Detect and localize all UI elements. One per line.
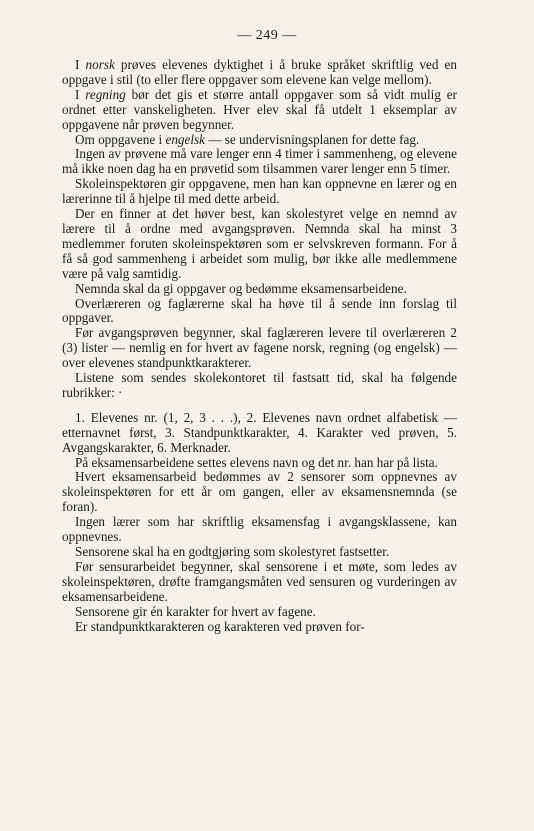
- text-run: Før sensurarbeidet begynner, skal sensorene i et møte, som ledes av skoleinspektøren, drøfte framgangsmåten ved sensuren og vurderingen av eksamensarbeidene.: [62, 558, 457, 604]
- text-run: — se undervisningsplanen for dette fag.: [205, 131, 420, 147]
- paragraph: [62, 620, 457, 635]
- text-run: Er standpunktkarakteren og karakteren ved prøven for-: [75, 618, 365, 634]
- page-number: — 249 —: [237, 28, 297, 43]
- paragraph: [62, 470, 457, 515]
- paragraph: [62, 545, 457, 560]
- paragraph: [62, 58, 457, 88]
- paragraph: [62, 515, 457, 545]
- paragraph: [62, 88, 457, 133]
- paragraph: [62, 411, 457, 456]
- paragraph: [62, 605, 457, 620]
- text-run: Sensorene gir én karakter for hvert av fagene.: [75, 603, 316, 619]
- emphasized-term: regning: [85, 86, 126, 102]
- body-text: [62, 58, 457, 634]
- text-run: prøves elevenes dyktighet i å bruke språket skriftlig ved en oppgave i stil (to eller flere oppgaver som elevene kan velge mellom).: [62, 57, 457, 87]
- text-run: Nemnda skal da gi oppgaver og bedømme eksamensarbeidene.: [75, 280, 407, 296]
- paragraph: [62, 133, 457, 148]
- text-run: Sensorene skal ha en godtgjøring som skolestyret fastsetter.: [75, 544, 390, 559]
- paragraph: [62, 326, 457, 371]
- text-run: Listene som sendes skolekontoret til fastsatt tid, skal ha følgende rubrikker: ·: [62, 370, 457, 400]
- text-run: Overlæreren og faglærerne skal ha høve til å sende inn forslag til oppgaver.: [62, 295, 457, 326]
- text-run: Om oppgavene i: [75, 131, 166, 147]
- text-run: 1. Elevenes nr. (1, 2, 3 . . .), 2. Elevenes navn ordnet alfabetisk — etternavnet først, 3. Standpunktkarakter, 4. Karakter ved prøven, 5. Avgangskarakter, 6. Merknader.: [62, 409, 457, 455]
- text-run: I: [75, 86, 86, 102]
- emphasized-term: engelsk: [165, 131, 206, 147]
- text-run: Før avgangsprøven begynner, skal faglæreren levere til overlæreren 2 (3) lister — nemlig en for hvert av fagene norsk, regning (og engelsk) — over elevenes standpunktkarakterer.: [62, 325, 457, 371]
- text-run: Ingen av prøvene må vare lenger enn 4 timer i sammenheng, og elevene må ikke noen dag ha en prøvetid som tilsammen varer lenger enn 5 timer.: [62, 146, 457, 177]
- emphasized-term: norsk: [85, 57, 115, 72]
- paragraph: [62, 177, 457, 207]
- text-run: Hvert eksamensarbeid bedømmes av 2 sensorer som oppnevnes av skoleinspektøren for ett år om gangen, eller av eksamensnemnda (se foran).: [62, 469, 457, 515]
- paragraph: [62, 371, 457, 401]
- text-run: Ingen lærer som har skriftlig eksamensfag i avgangsklassene, kan oppnevnes.: [62, 514, 457, 545]
- text-run: Skoleinspektøren gir oppgavene, men han kan oppnevne en lærer og en lærerinne til å hjelpe til med dette arbeid.: [62, 176, 457, 207]
- text-run: På eksamensarbeidene settes elevens navn og det nr. han har på lista.: [75, 454, 438, 470]
- paragraph: [62, 456, 457, 471]
- text-run: Der en finner at det høver best, kan skolestyret velge en nemnd av lærere til å ordne med avgangsprøven. Nemnda skal ha minst 3 medlemmer foruten skoleinspektøren som er selvskreven formann. For å få så god sammenheng i arbeidet som mulig, bør ikke alle medlemmene være på valg samtidig.: [62, 206, 457, 281]
- paragraph: [62, 207, 457, 282]
- text-run: bør det gis et større antall oppgaver som så vidt mulig er ordnet etter vanskeligheten. Hver elev skal få utdelt 1 eksemplar av oppgavene når prøven begynner.: [62, 86, 457, 132]
- paragraph: [62, 147, 457, 177]
- paragraph: [62, 282, 457, 297]
- paragraph: [62, 560, 457, 605]
- text-run: I: [75, 57, 86, 72]
- paragraph: [62, 297, 457, 327]
